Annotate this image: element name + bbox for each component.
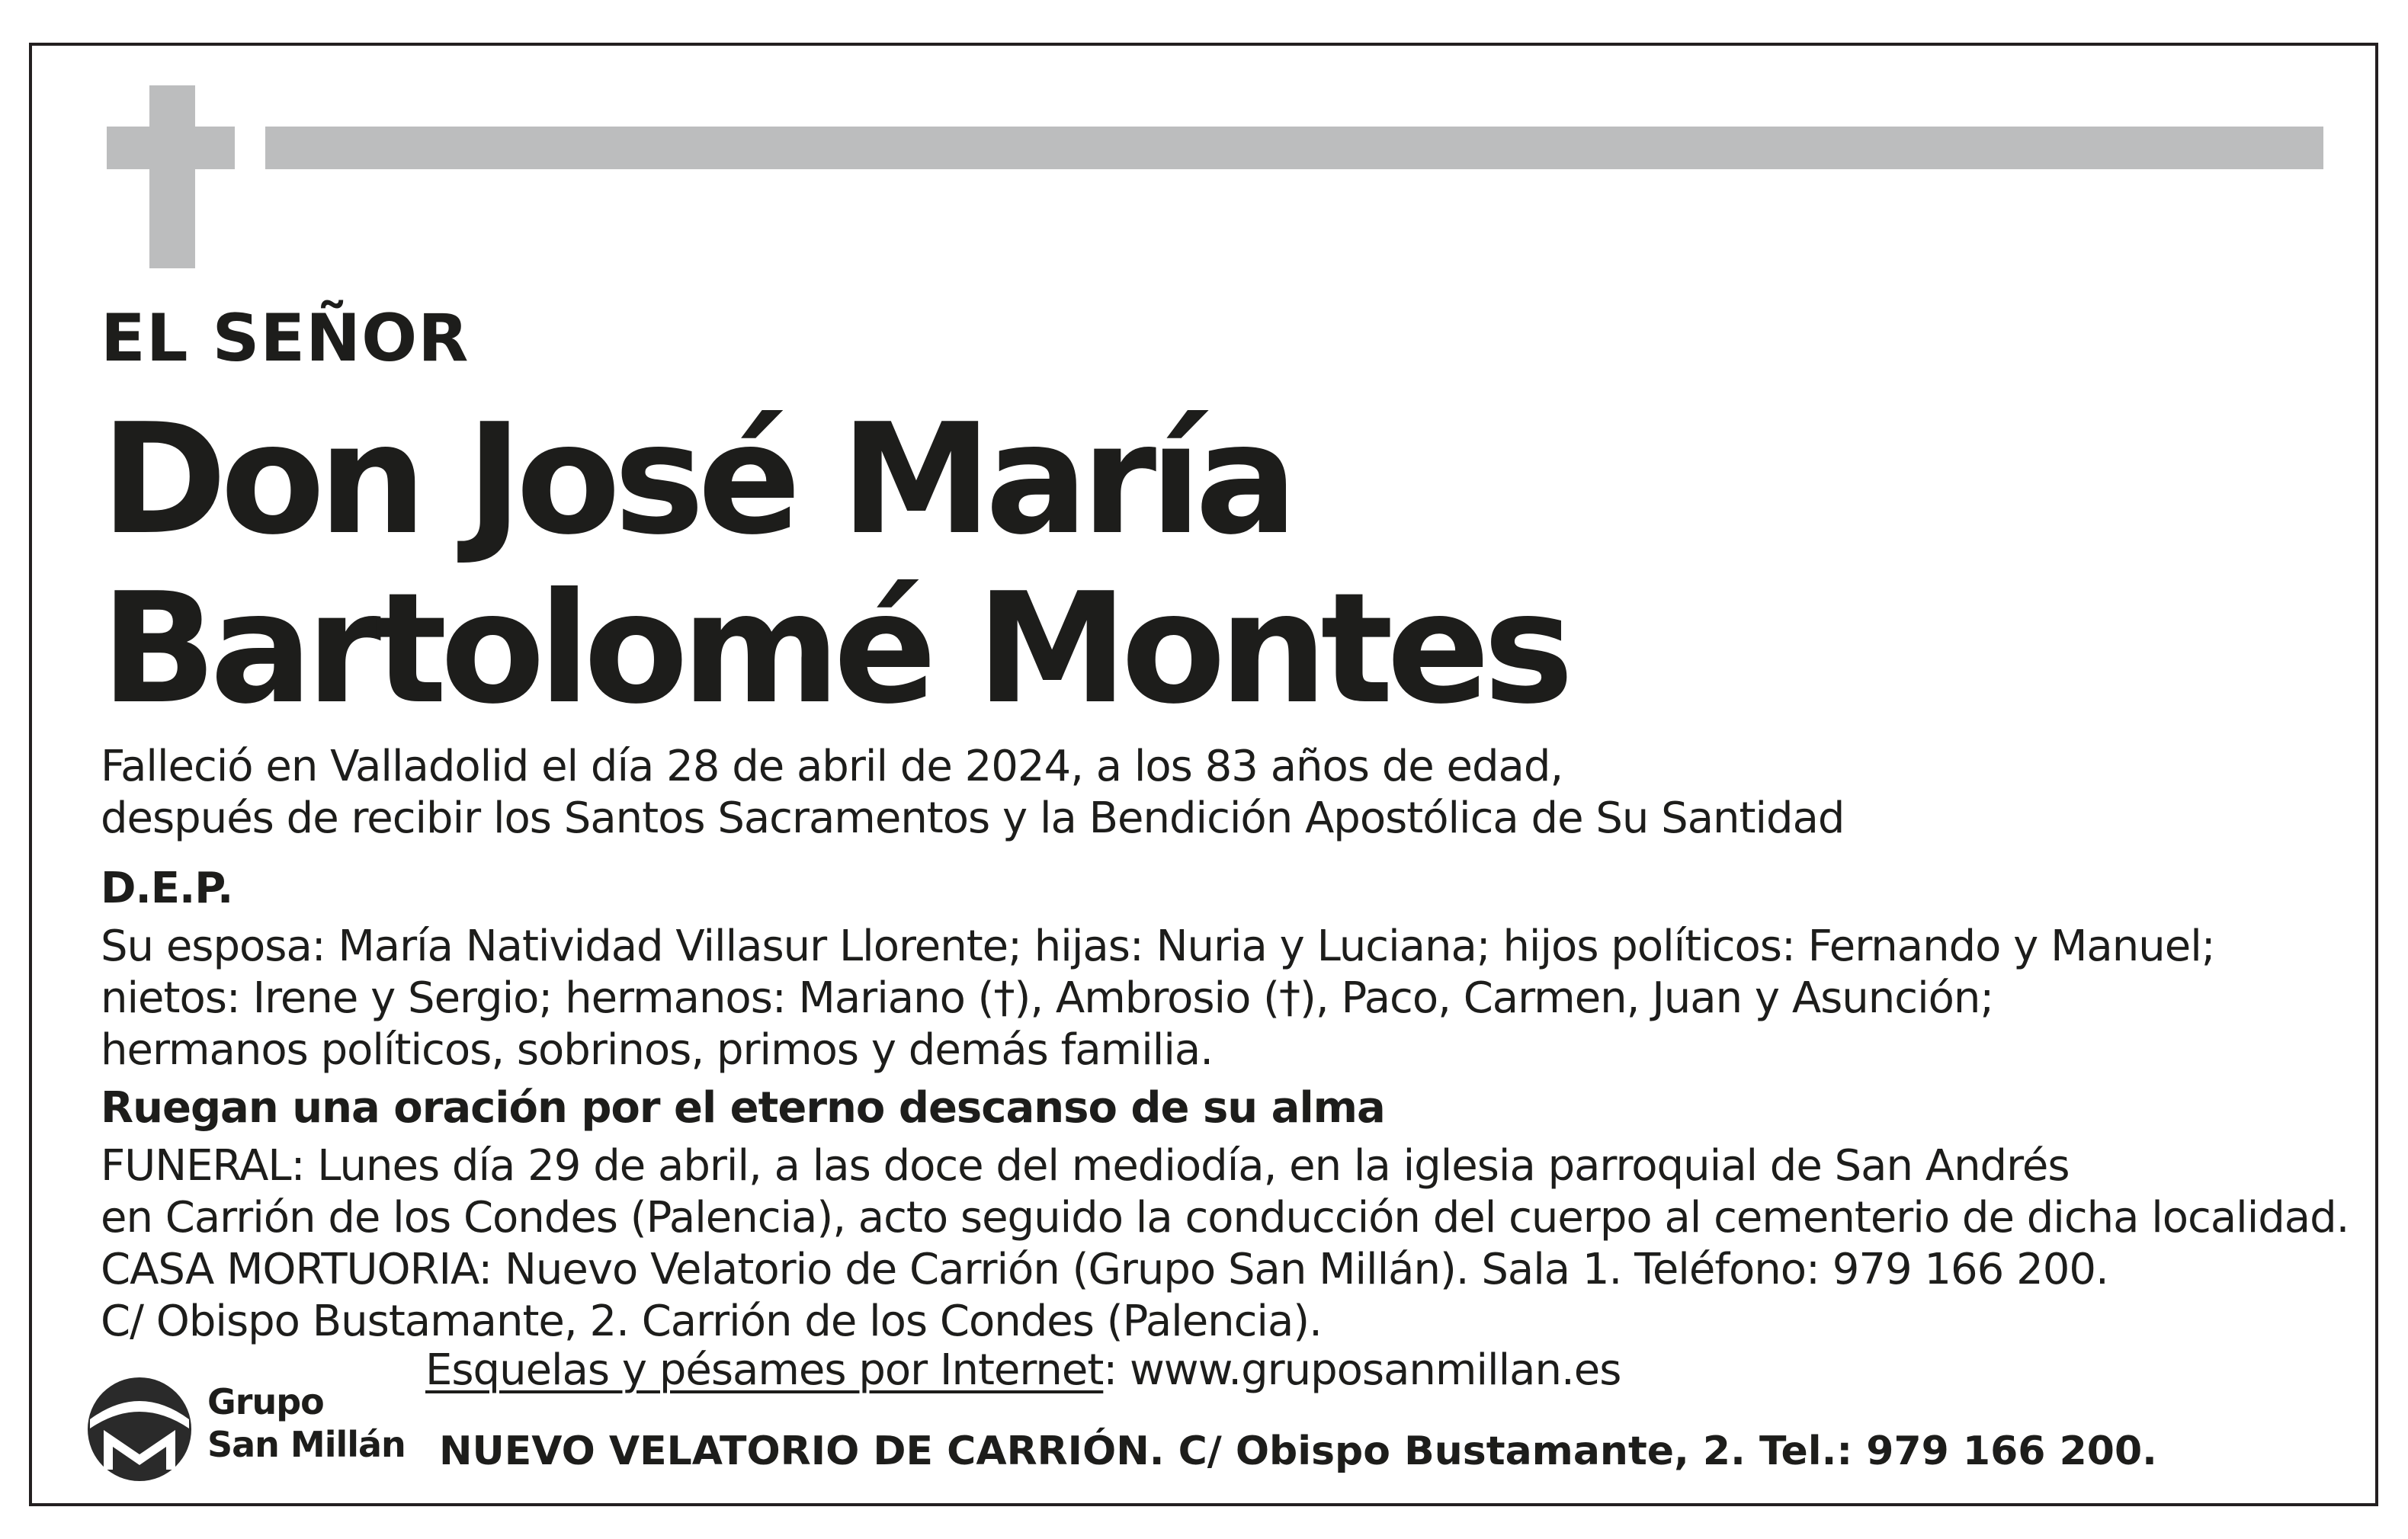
cross-icon-bar [107,127,235,169]
family-line3: hermanos políticos, sobrinos, primos y demás familia. [101,1025,1214,1075]
web-link-label[interactable]: Esquelas y pésames por Internet [425,1345,1104,1395]
cross-icon [149,85,195,268]
brand-line2: San Millán [207,1424,406,1465]
header-rule [265,127,2323,169]
web-url[interactable]: www.gruposanmillan.es [1130,1345,1621,1395]
dep-label: D.E.P. [101,864,233,913]
funeral-line3: CASA MORTUORIA: Nuevo Velatorio de Carrión (Grupo San Millán). Sala 1. Teléfono: 979 166 200. [101,1245,2108,1294]
death-notice-line1: Falleció en Valladolid el día 28 de abril de 2024, a los 83 años de edad, [101,742,1563,791]
prayer-request: Ruegan una oración por el eterno descanso de su alma [101,1083,1385,1133]
web-line [425,1345,1621,1395]
deceased-name-line1: Don José María [101,391,1291,569]
family-line2: nietos: Irene y Sergio; hermanos: Mariano (†), Ambrosio (†), Paco, Carmen, Juan y Asunción; [101,973,1994,1023]
brand-line1: Grupo [207,1381,324,1422]
death-notice-line2: después de recibir los Santos Sacramentos y la Bendición Apostólica de Su Santidad [101,794,1845,843]
title-prefix: EL SEÑOR [101,300,470,377]
deceased-name-line2: Bartolomé Montes [101,560,1567,738]
web-separator: : [1103,1345,1117,1395]
funeral-line4: C/ Obispo Bustamante, 2. Carrión de los Condes (Palencia). [101,1297,1322,1346]
family-line1: Su esposa: María Natividad Villasur Llorente; hijas: Nuria y Luciana; hijos políticos: Fernando y Manuel; [101,922,2215,971]
funeral-line1: FUNERAL: Lunes día 29 de abril, a las doce del mediodía, en la iglesia parroquial de San Andrés [101,1141,2070,1191]
footer-address: NUEVO VELATORIO DE CARRIÓN. C/ Obispo Bustamante, 2. Tel.: 979 166 200. [439,1428,2157,1474]
funeral-line2: en Carrión de los Condes (Palencia), acto seguido la conducción del cuerpo al cementerio de dicha localidad. [101,1193,2349,1242]
grupo-san-millan-logo [82,1372,197,1486]
